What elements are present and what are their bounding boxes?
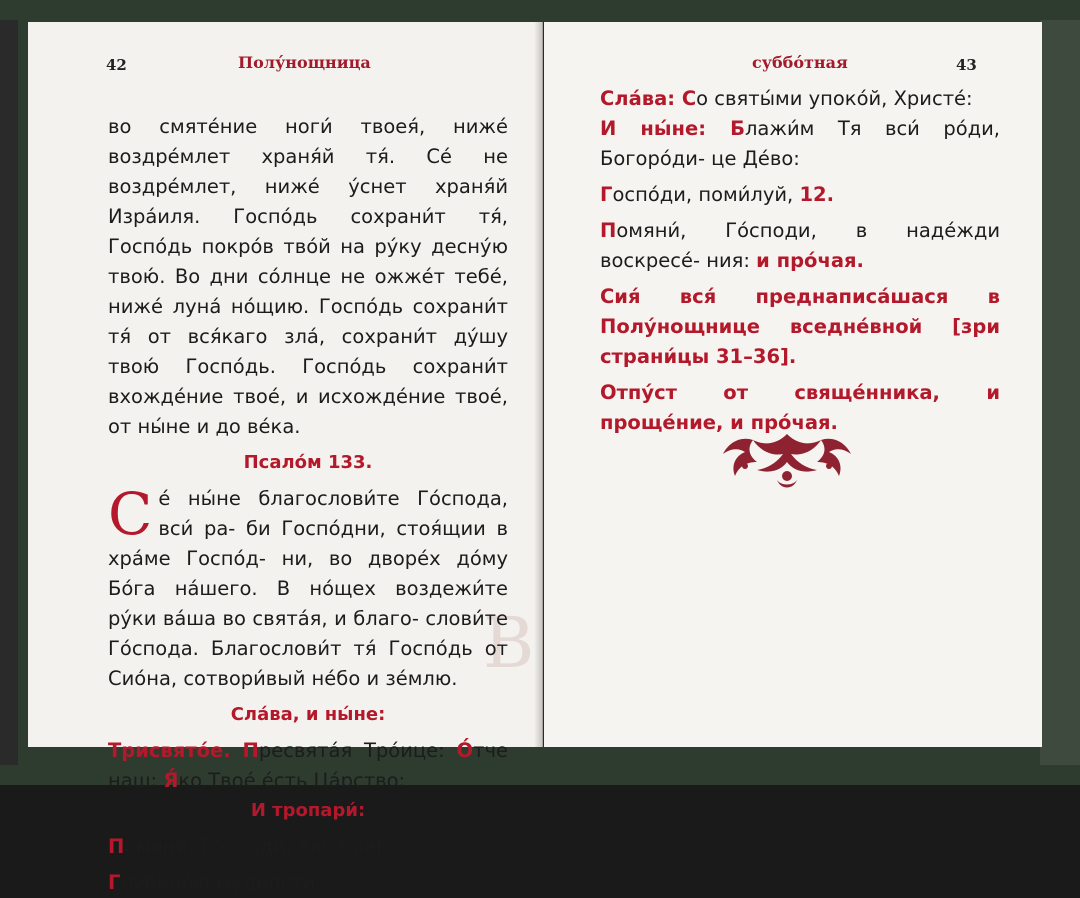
left-page — [28, 22, 543, 894]
page-number: 43 — [956, 56, 977, 74]
page-edges-right — [1040, 20, 1080, 765]
verse-line — [600, 114, 1000, 174]
rubric: Сия́ вся́ преднаписа́шася в Полу́нощнице вседне́вной [зри страни́цы 31–36]. — [600, 285, 1000, 368]
line-text: ресвята́я Тро́ице: — [258, 739, 457, 762]
page-body — [108, 112, 508, 898]
line-text: тче наш: — [108, 739, 508, 792]
line-text: омяни́, Го́споди, я́ко бла́г: — [124, 835, 394, 858]
initial: Б — [730, 117, 745, 140]
drop-cap: С — [108, 480, 153, 548]
page-number: 42 — [106, 56, 127, 74]
rubric-label: Трисвято́е. — [108, 739, 231, 762]
running-head: Полу́нощница — [238, 53, 371, 72]
initial: Г — [600, 183, 613, 206]
psalm-title: Псало́м 133. — [243, 452, 373, 473]
initial: Г — [108, 871, 121, 894]
line-text: ко Твое́ е́сть Ца́рство: — [178, 769, 406, 792]
initial: Я́ — [163, 769, 179, 792]
verse-line — [600, 180, 1000, 210]
ornament-icon — [717, 426, 857, 494]
line-text: оспо́ди, поми́луй, — [612, 183, 800, 206]
running-head: суббо́тная — [752, 53, 848, 72]
verse-line — [600, 216, 1000, 276]
initial: П — [600, 219, 617, 242]
show-through-letter: В — [483, 602, 535, 684]
line-text: омяни́, Го́споди, в наде́жди воскресе́- ния: — [600, 219, 1000, 272]
repeat-count: 12. — [799, 183, 835, 206]
rubric-label: И ны́не: — [600, 117, 731, 140]
paragraph: во смяте́ние ноги́ твоея́, ниже́ воздре́млет храня́й тя́. Се́ не воздре́млет, ниже́ у́снет храня́й Изра́иля. Госпо́дь сохрани́т тя́, Госпо́дь покро́в тво́й на ру́ку десну́ю твою́. Во дни со́лнце не ожже́т тебе́, ниже́ луна́ но́щию. Госпо́дь сохрани́т тя́ от вся́каго зла́, сохрани́т ду́шу твою́ Госпо́дь. Госпо́дь сохрани́т вхожде́ние твое́, и исхожде́ние твое́, от ны́не и до ве́ка. — [108, 115, 508, 438]
page-body — [600, 84, 1000, 438]
cover-left-edge — [0, 20, 18, 765]
initial: С — [681, 87, 697, 110]
right-page — [544, 22, 1042, 747]
rubric-label: Сла́ва: — [600, 87, 682, 110]
initial: П — [108, 835, 125, 858]
tropari-heading: И тропари́: — [250, 800, 366, 821]
slava-heading: Сла́ва, и ны́не: — [230, 704, 386, 725]
verse-line — [108, 868, 508, 898]
verse-line — [108, 832, 508, 862]
rubric: Отпу́ст от свяще́нника, и проще́ние, и про́чая. — [600, 381, 1000, 434]
rubric-suffix: и про́чая. — [756, 249, 864, 272]
initial: О́ — [456, 739, 474, 762]
line-text: о святы́ми упоко́й, Христе́: — [696, 87, 973, 110]
line-text: лубино́ю му́дрости: — [120, 871, 322, 894]
trisvyatoe-line — [108, 736, 508, 796]
line-text: лажи́м Тя вси́ ро́ди, Богоро́ди- це Де́во: — [600, 117, 1000, 170]
initial: П — [242, 739, 259, 762]
verse-line — [600, 84, 1000, 114]
paragraph-dropcap — [108, 480, 508, 694]
paragraph-text: е́ ны́не благослови́те Го́спода, вси́ ра- би Госпо́дни, стоя́щии в хра́ме Госпо́д- ни, во дворе́х до́му Бо́га на́шего. В но́щех воздежи́те ру́ки ва́ша во свята́я, и благо- слови́те Го́спода. Благослови́т тя́ Госпо́дь от Сио́на, сотвори́вый не́бо и зе́млю. — [108, 487, 508, 690]
